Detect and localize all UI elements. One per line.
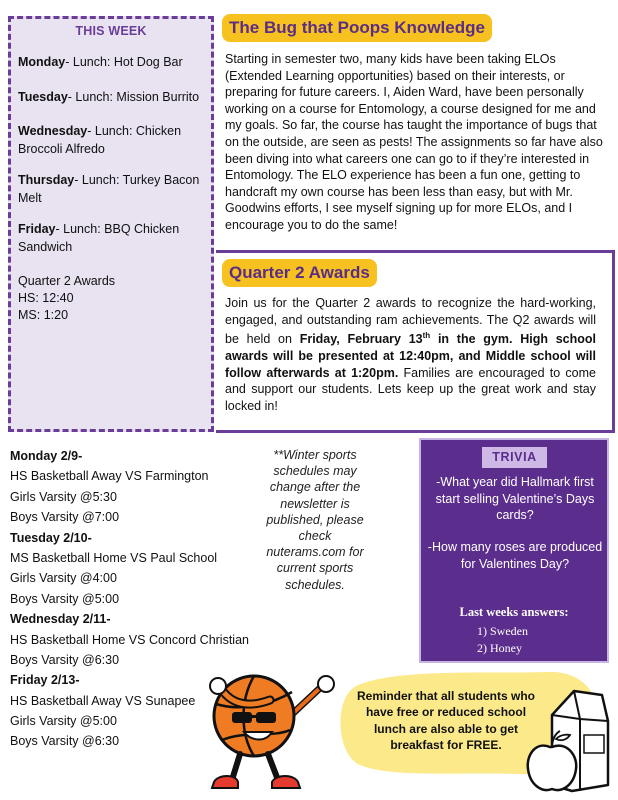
friday-label: Friday: [18, 222, 56, 236]
awards-date: Friday, February 13th in the gym. High school awards will be presented at 12:40pm, and Middle school will follow afterwards at 1:20pm.: [225, 331, 597, 380]
schedule-entry: Boys Varsity @5:00: [10, 591, 120, 606]
basketball-mascot-icon: [192, 660, 340, 800]
wednesday-lunch-text: - Lunch: Chicken Broccoli Alfredo: [18, 124, 182, 156]
thursday-lunch-text: - Lunch: Turkey Bacon Melt: [18, 173, 200, 205]
awards-article-body: [225, 295, 596, 414]
trivia-answers-title: Last weeks answers:: [459, 605, 569, 619]
awards-article-title: Quarter 2 Awards: [222, 259, 377, 287]
monday-label: Monday: [18, 55, 66, 69]
this-week-title: THIS WEEK: [75, 24, 147, 38]
schedule-entry: Boys Varsity @6:30: [10, 734, 120, 749]
bug-article-title: The Bug that Poops Knowledge: [222, 14, 492, 42]
schedule-entry: HS Basketball Away VS Farmington: [10, 469, 209, 484]
friday-lunch-text: - Lunch: BBQ Chicken Sandwich: [18, 222, 180, 254]
schedule-entry: MS Basketball Home VS Paul School: [10, 550, 218, 565]
thursday-label: Thursday: [18, 173, 75, 187]
schedule-entry: Girls Varsity @5:00: [10, 714, 117, 729]
awards-times: [18, 273, 115, 324]
schedule-day-header: Tuesday 2/10-: [10, 530, 92, 545]
trivia-tag: TRIVIA: [482, 447, 547, 468]
trivia-box: [419, 438, 609, 663]
awards-hs-time: HS: 12:40: [18, 291, 74, 305]
schedule-entry: Boys Varsity @6:30: [10, 652, 120, 667]
bottom-border-line: [216, 430, 615, 433]
schedule-entry: Boys Varsity @7:00: [10, 510, 120, 525]
awards-intro: Join us for the Quarter 2 awards to recognize the hard-working, engaged, and outstanding ram achievements. The Q2 awards will be held on: [225, 296, 596, 347]
schedule-entry: HS Basketball Away VS Sunapee: [10, 693, 196, 708]
schedule-entry: Girls Varsity @5:30: [10, 489, 117, 504]
trivia-answer-2: 2) Honey: [477, 641, 522, 655]
trivia-question-1: -What year did Hallmark first start selling Valentine’s Days cards?: [435, 475, 595, 523]
reminder-text: Reminder that all students who have free or reduced school lunch are also able to get breakfast for FREE.: [356, 689, 536, 752]
awards-outro: Families are encouraged to come and support our students. Lets keep up the great work and stay locked in!: [225, 365, 596, 413]
schedule-day-header: Wednesday 2/11-: [10, 612, 111, 627]
divider-line: [216, 250, 612, 253]
schedule-entry: Girls Varsity @4:00: [10, 571, 117, 586]
thursday-lunch: [18, 171, 214, 207]
awards-times-title: Quarter 2 Awards: [18, 274, 116, 288]
winter-sports-note: **Winter sports schedules may change after the newsletter is published, please check nuterams.com for current sports schedules.: [266, 448, 364, 592]
monday-lunch: [18, 53, 214, 71]
milk-and-apple-icon: [522, 685, 610, 795]
bug-article-body: Starting in semester two, many kids have been taking ELOs (Extended Learning opportunities) based on their interests, or preparing for future careers. I, Aiden Ward, have been personally working on a course for Entomology, a course designed for me and my goals. So far, the course has taught the importance of bugs that on the outside, are seen as pests! The assignments so far have also been diving into what careers one can go to if they’re interested in Entomology. The ELO experience has been a fun one, getting to handcraft my own course has been less than easy, but with Mr. Goodwins efforts, I see myself signing up for more ELOs, and I encourage you to do the same!: [225, 52, 603, 232]
wednesday-label: Wednesday: [18, 124, 88, 138]
tuesday-lunch: [18, 88, 214, 106]
monday-lunch-text: - Lunch: Hot Dog Bar: [65, 55, 183, 69]
tuesday-label: Tuesday: [18, 90, 68, 104]
wednesday-lunch: [18, 122, 214, 158]
friday-lunch: [18, 220, 214, 256]
awards-ms-time: MS: 1:20: [18, 308, 69, 322]
tuesday-lunch-text: - Lunch: Mission Burrito: [67, 90, 200, 104]
this-week-box: [8, 16, 214, 432]
schedule-entry: HS Basketball Home VS Concord Christian: [10, 632, 249, 647]
trivia-question-2: -How many roses are produced for Valentines Day?: [427, 540, 603, 571]
right-border-line: [612, 250, 615, 432]
schedule-day-header: Monday 2/9-: [10, 449, 83, 463]
schedule-day-header: Friday 2/13-: [10, 673, 80, 688]
trivia-answer-1: 1) Sweden: [477, 624, 528, 638]
